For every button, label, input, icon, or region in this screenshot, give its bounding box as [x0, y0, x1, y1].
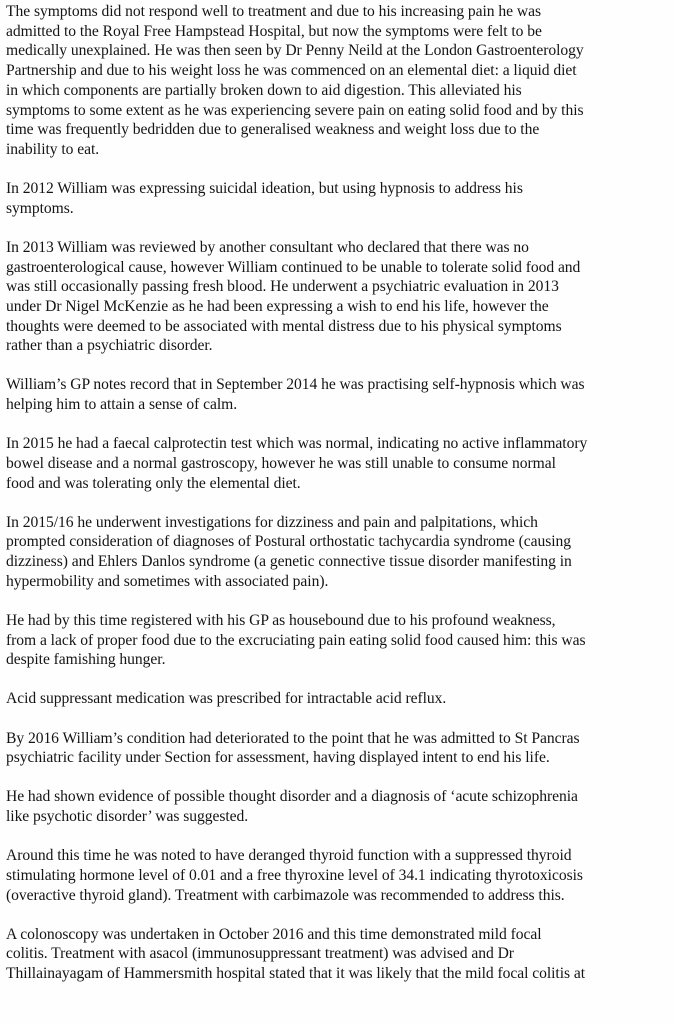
text-line: Around this time he was noted to have deranged thyroid function with a suppressed thyroid — [6, 847, 572, 865]
text-line: from a lack of proper food due to the excruciating pain eating solid food caused him: this was — [6, 631, 586, 649]
paragraph-colonoscopy — [6, 925, 672, 984]
paragraph-acid-suppressant — [6, 689, 672, 709]
text-line: helping him to attain a sense of calm. — [6, 396, 238, 414]
text-line: bowel disease and a normal gastroscopy, however he was still unable to consume normal — [6, 454, 556, 472]
text-line: In 2015/16 he underwent investigations for dizziness and pain and palpitations, which — [6, 513, 538, 531]
text-line: psychiatric facility under Section for assessment, having displayed intent to end his life. — [6, 749, 550, 767]
text-line: under Dr Nigel McKenzie as he had been expressing a wish to end his life, however the — [6, 297, 549, 315]
text-line: Partnership and due to his weight loss he was commenced on an elemental diet: a liquid diet — [6, 62, 577, 80]
paragraph-2013 — [6, 238, 672, 356]
text-line: was still occasionally passing fresh blood. He underwent a psychiatric evaluation in 2013 — [6, 278, 559, 296]
text-line: symptoms. — [6, 199, 74, 217]
paragraph-2012 — [6, 179, 672, 218]
paragraph-housebound — [6, 611, 672, 670]
text-line: A colonoscopy was undertaken in October 2016 and this time demonstrated mild focal — [6, 925, 542, 943]
text-line: rather than a psychiatric disorder. — [6, 337, 213, 355]
text-line: In 2013 William was reviewed by another consultant who declared that there was no — [6, 238, 529, 256]
text-line: thoughts were deemed to be associated with mental distress due to his physical symptoms — [6, 317, 562, 335]
text-line: like psychotic disorder’ was suggested. — [6, 808, 249, 826]
text-line: Thillainayagam of Hammersmith hospital stated that it was likely that the mild focal colitis at — [6, 965, 586, 983]
text-line: stimulating hormone level of 0.01 and a free thyroxine level of 34.1 indicating thyrotoxicosis — [6, 866, 583, 884]
text-line: hypermobility and sometimes with associated pain). — [6, 572, 329, 590]
paragraph-2015 — [6, 434, 672, 493]
paragraph-symptoms-treatment — [6, 2, 672, 160]
text-line: In 2012 William was expressing suicidal ideation, but using hypnosis to address his — [6, 180, 523, 198]
text-line: admitted to the Royal Free Hampstead Hospital, but now the symptoms were felt to be — [6, 22, 542, 40]
text-line: The symptoms did not respond well to treatment and due to his increasing pain he was — [6, 3, 541, 20]
document-body — [6, 2, 672, 1003]
text-line: (overactive thyroid gland). Treatment with carbimazole was recommended to address this. — [6, 886, 565, 904]
text-line: despite famishing hunger. — [6, 651, 166, 669]
text-line: food and was tolerating only the elemental diet. — [6, 474, 301, 492]
text-line: symptoms to some extent as he was experiencing severe pain on eating solid food and by this — [6, 101, 584, 119]
text-line: He had shown evidence of possible thought disorder and a diagnosis of ‘acute schizophrenia — [6, 788, 578, 806]
text-line: medically unexplained. He was then seen by Dr Penny Neild at the London Gastroenterology — [6, 42, 584, 60]
text-line: inability to eat. — [6, 140, 100, 158]
paragraph-2015-16 — [6, 513, 672, 592]
paragraph-thyroid — [6, 846, 672, 905]
paragraph-gp-notes-2014 — [6, 375, 672, 414]
text-line: time was frequently bedridden due to generalised weakness and weight loss due to the — [6, 121, 540, 139]
text-line: In 2015 he had a faecal calprotectin test which was normal, indicating no active inflammatory — [6, 435, 588, 453]
paragraph-2016-admission — [6, 729, 672, 768]
text-line: Acid suppressant medication was prescribed for intractable acid reflux. — [6, 690, 447, 708]
text-line: colitis. Treatment with asacol (immunosuppressant treatment) was advised and Dr — [6, 945, 514, 963]
text-line: in which components are partially broken down to aid digestion. This alleviated his — [6, 81, 522, 99]
text-line: William’s GP notes record that in September 2014 he was practising self-hypnosis which was — [6, 376, 585, 394]
paragraph-thought-disorder — [6, 787, 672, 826]
text-line: gastroenterological cause, however William continued to be unable to tolerate solid food and — [6, 258, 581, 276]
text-line: dizziness) and Ehlers Danlos syndrome (a genetic connective tissue disorder manifesting in — [6, 553, 572, 571]
text-line: By 2016 William’s condition had deteriorated to the point that he was admitted to St Pancras — [6, 729, 580, 747]
text-line: prompted consideration of diagnoses of Postural orthostatic tachycardia syndrome (causing — [6, 533, 572, 551]
text-line: He had by this time registered with his GP as housebound due to his profound weakness, — [6, 611, 556, 629]
